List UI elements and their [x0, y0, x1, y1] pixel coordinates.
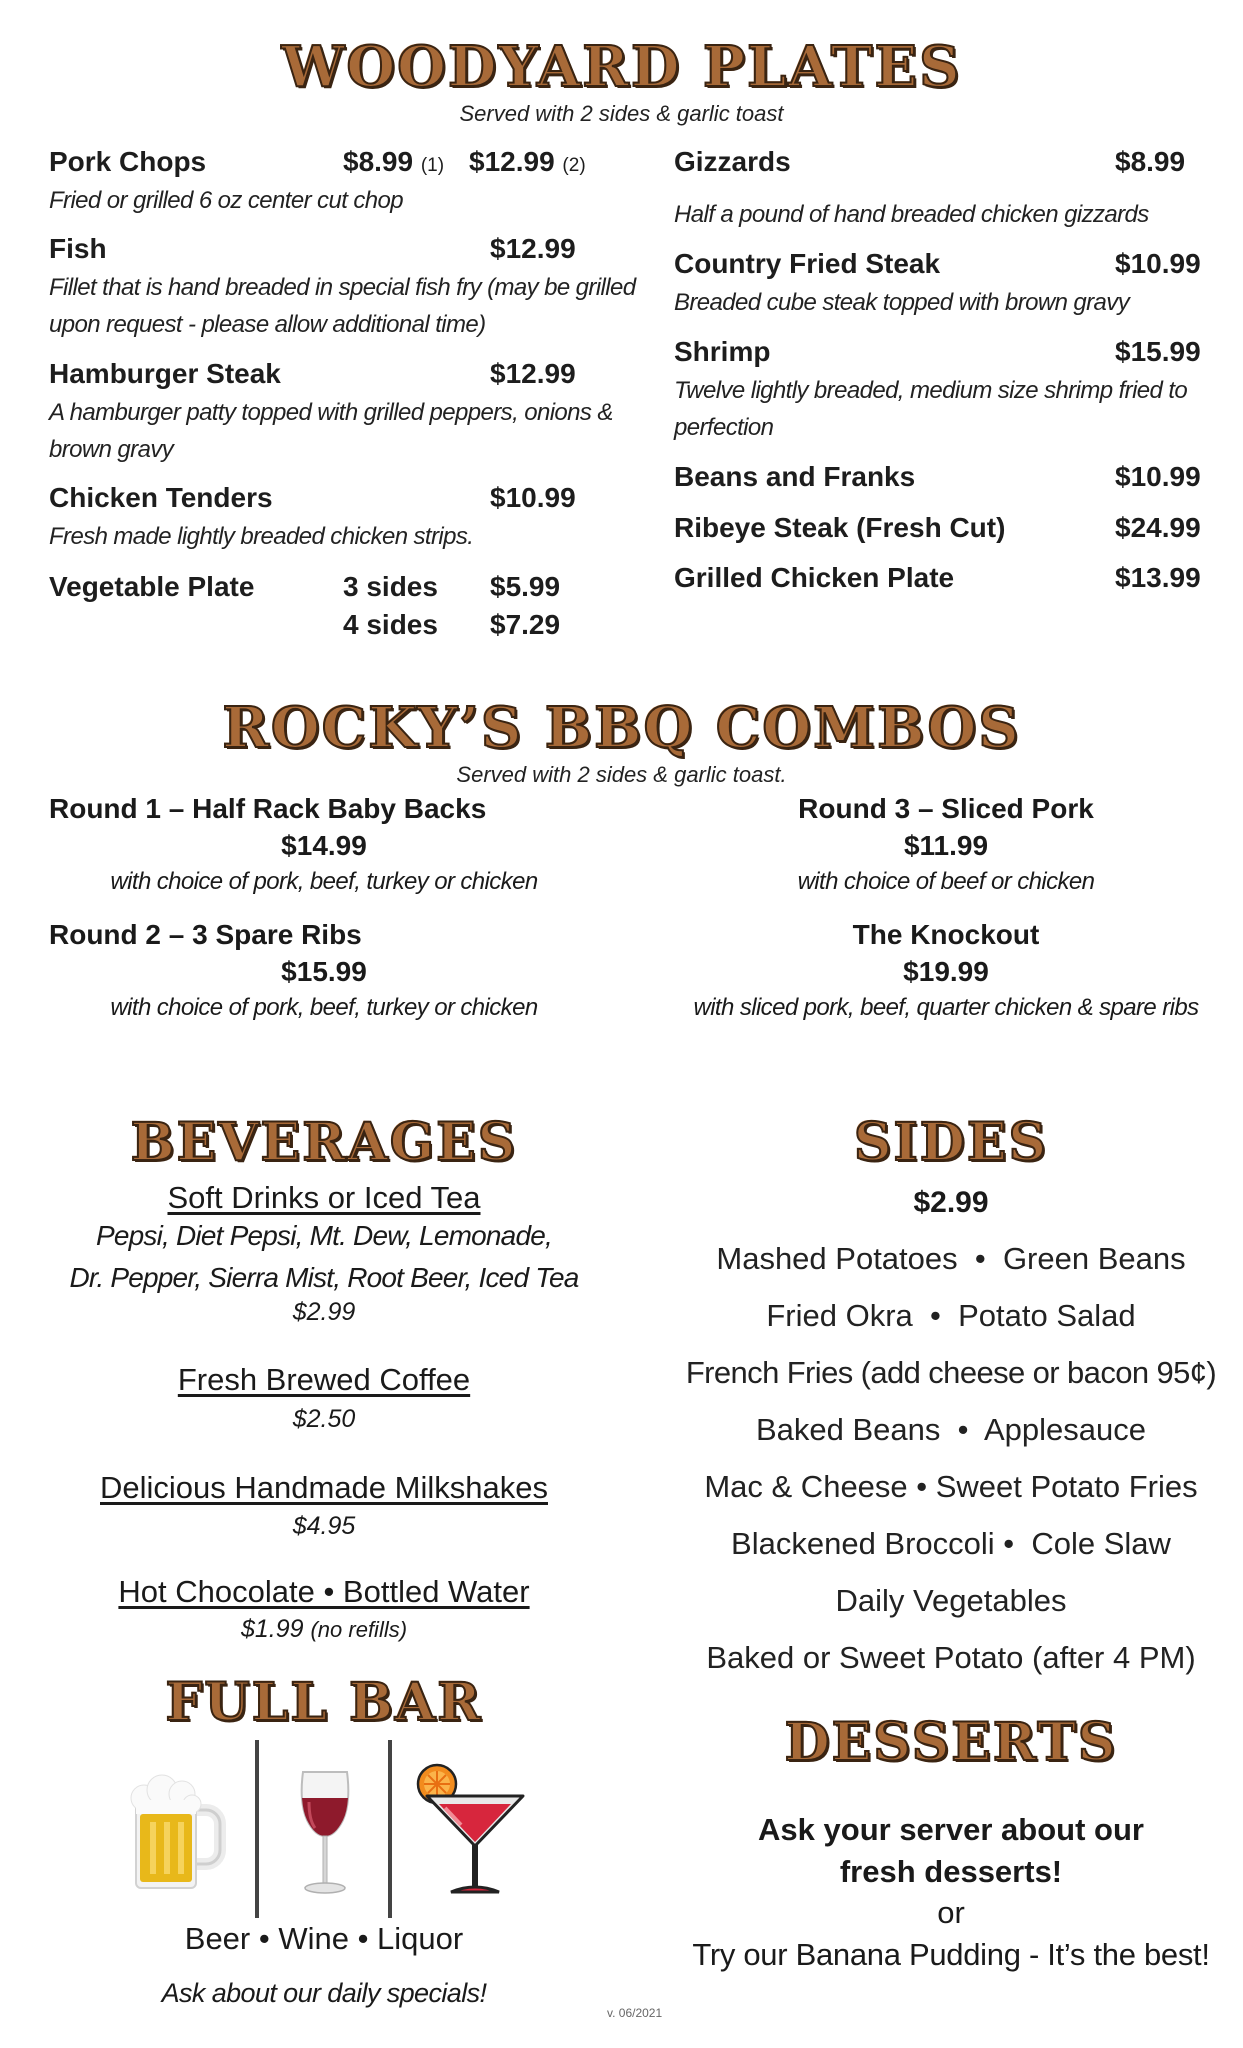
- woodyard-plates-heading: WOODYARD PLATES: [281, 34, 962, 100]
- sides-line: Daily Vegetables: [835, 1583, 1067, 1618]
- item-price: $7.29: [490, 609, 561, 640]
- beverage-price: $1.99 (no refills): [240, 1615, 408, 1643]
- combo-title: Round 3 – Sliced Pork: [798, 793, 1094, 824]
- combo-description: with sliced pork, beef, quarter chicken & spare ribs: [693, 994, 1199, 1021]
- beverage-title: Delicious Handmade Milkshakes: [100, 1470, 548, 1505]
- item-name: Fish: [49, 233, 107, 264]
- woodyard-plates-subtitle: Served with 2 sides & garlic toast: [459, 101, 784, 126]
- beverage-title: Soft Drinks or Iced Tea: [167, 1180, 481, 1215]
- bar-divider: [388, 1740, 392, 1918]
- item-name: Hamburger Steak: [49, 358, 281, 389]
- sides-line: French Fries (add cheese or bacon 95¢): [685, 1355, 1217, 1390]
- item-price: $13.99: [1115, 562, 1201, 593]
- item-price: $8.99 (1): [343, 146, 445, 177]
- bar-specials-note: Ask about our daily specials!: [161, 1978, 487, 2008]
- beverage-description: Dr. Pepper, Sierra Mist, Root Beer, Iced Tea: [69, 1262, 579, 1293]
- combo-price: $15.99: [281, 956, 367, 987]
- item-description: Half a pound of hand breaded chicken gizzards: [674, 201, 1149, 228]
- item-name: Ribeye Steak (Fresh Cut): [674, 512, 1006, 543]
- combo-title: Round 1 – Half Rack Baby Backs: [49, 793, 487, 824]
- martini-glass-icon: [415, 1762, 525, 1898]
- item-name: Grilled Chicken Plate: [674, 562, 955, 593]
- item-price: $12.99 (2): [469, 146, 586, 177]
- combo-price: $19.99: [903, 956, 989, 987]
- item-name: Beans and Franks: [674, 461, 916, 492]
- sides-line: Mac & Cheese • Sweet Potato Fries: [704, 1469, 1198, 1504]
- item-name: Gizzards: [674, 146, 791, 177]
- item-price: $10.99: [490, 482, 576, 513]
- combo-description: with choice of pork, beef, turkey or chicken: [110, 994, 538, 1021]
- beverage-title: Fresh Brewed Coffee: [177, 1362, 471, 1397]
- item-price: $10.99: [1115, 461, 1201, 492]
- item-name: Shrimp: [674, 336, 771, 367]
- bar-divider: [255, 1740, 259, 1918]
- desserts-banana-pudding: Try our Banana Pudding - It’s the best!: [692, 1937, 1210, 1972]
- beverage-price: $4.95: [292, 1512, 356, 1540]
- wine-glass-icon: [295, 1768, 355, 1896]
- bbq-combos-heading: ROCKY’S BBQ COMBOS: [222, 695, 1021, 761]
- sides-line: Blackened Broccoli • Cole Slaw: [731, 1526, 1171, 1561]
- item-price: $15.99: [1115, 336, 1201, 367]
- item-option: 4 sides: [343, 609, 438, 640]
- sides-line: Mashed Potatoes • Green Beans: [716, 1241, 1186, 1276]
- item-name: Pork Chops: [49, 146, 207, 177]
- bbq-combos-subtitle: Served with 2 sides & garlic toast.: [456, 762, 787, 787]
- beverage-description: Pepsi, Diet Pepsi, Mt. Dew, Lemonade,: [96, 1220, 552, 1251]
- beverage-title: Hot Chocolate • Bottled Water: [118, 1574, 530, 1609]
- beer-mug-icon: [130, 1772, 230, 1890]
- sides-line: Fried Okra • Potato Salad: [766, 1298, 1136, 1333]
- item-price: $12.99: [490, 358, 576, 389]
- item-price: $8.99: [1115, 146, 1186, 177]
- item-name: Vegetable Plate: [49, 571, 255, 602]
- item-name: Country Fried Steak: [674, 248, 941, 279]
- combo-description: with choice of pork, beef, turkey or chicken: [110, 868, 538, 895]
- combo-price: $11.99: [903, 830, 989, 861]
- bar-drink-types: Beer • Wine • Liquor: [184, 1921, 464, 1956]
- item-description: Breaded cube steak topped with brown gravy: [674, 289, 1130, 316]
- desserts-line: fresh desserts!: [839, 1854, 1063, 1889]
- item-description: upon request - please allow additional time): [49, 311, 486, 338]
- item-price: $12.99: [490, 233, 576, 264]
- desserts-or: or: [937, 1895, 965, 1930]
- item-description: brown gravy: [49, 436, 174, 463]
- combo-description: with choice of beef or chicken: [797, 868, 1095, 895]
- item-option: 3 sides: [343, 571, 438, 602]
- item-description: perfection: [674, 414, 774, 441]
- version-stamp: v. 06/2021: [607, 2006, 663, 2020]
- sides-line: Baked or Sweet Potato (after 4 PM): [706, 1640, 1196, 1675]
- combo-price: $14.99: [281, 830, 367, 861]
- item-price: $24.99: [1115, 512, 1201, 543]
- item-price: $5.99: [490, 571, 561, 602]
- item-description: Fillet that is hand breaded in special fish fry (may be grilled: [49, 274, 636, 301]
- sides-heading: SIDES: [853, 1112, 1049, 1173]
- desserts-heading: DESSERTS: [784, 1712, 1118, 1773]
- sides-line: Baked Beans • Applesauce: [755, 1412, 1146, 1447]
- combo-title: Round 2 – 3 Spare Ribs: [49, 919, 362, 950]
- item-description: Fried or grilled 6 oz center cut chop: [49, 187, 403, 214]
- item-price: $10.99: [1115, 248, 1201, 279]
- beverages-heading: BEVERAGES: [130, 1112, 518, 1173]
- beverage-price: $2.99: [292, 1298, 356, 1326]
- item-description: A hamburger patty topped with grilled peppers, onions &: [49, 399, 613, 426]
- sides-price: $2.99: [913, 1186, 989, 1219]
- item-description: Fresh made lightly breaded chicken strips.: [49, 523, 474, 550]
- item-name: Chicken Tenders: [49, 482, 273, 513]
- full-bar-heading: FULL BAR: [165, 1672, 483, 1733]
- bar-icons: [130, 1740, 530, 1920]
- item-description: Twelve lightly breaded, medium size shrimp fried to: [674, 377, 1188, 404]
- combo-title: The Knockout: [852, 919, 1040, 950]
- beverage-price: $2.50: [292, 1405, 356, 1433]
- desserts-line: Ask your server about our: [758, 1812, 1144, 1847]
